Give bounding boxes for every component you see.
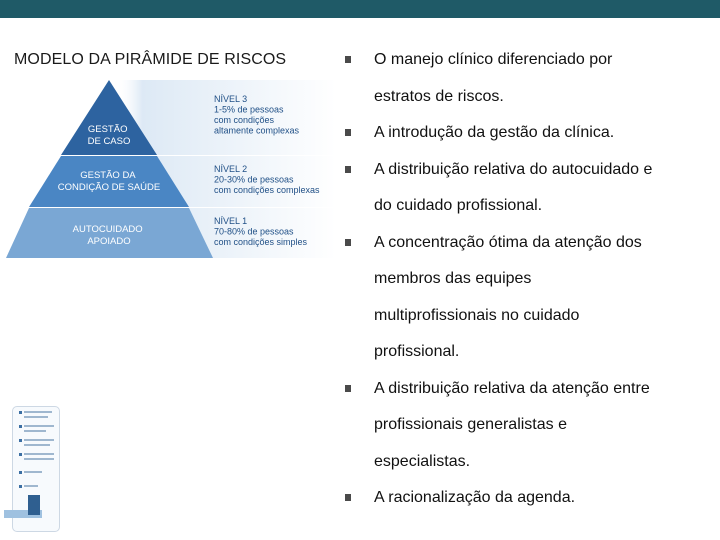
bullet-marker-icon	[345, 239, 351, 246]
thumb-marker-icon	[19, 439, 22, 442]
thumb-marker-icon	[19, 471, 22, 474]
tier-label-top: GESTÃO DE CASO	[87, 124, 131, 147]
level-text-1: NÍVEL 1 70-80% de pessoas com condições simples	[214, 216, 308, 247]
thumb-line	[24, 471, 42, 473]
bullet-line: A racionalização da agenda.	[374, 489, 576, 506]
level-text-2: NÍVEL 2 20-30% de pessoas com condições complexas	[214, 164, 320, 195]
bullet-item	[345, 115, 715, 152]
bullet-line: profissionais generalistas e	[374, 416, 567, 433]
tier-label-middle: GESTÃO DA CONDIÇÃO DE SAÚDE	[57, 170, 161, 193]
slide-title: MODELO DA PIRÂMIDE DE RISCOS	[14, 51, 287, 68]
bullet-line: A introdução da gestão da clínica.	[374, 124, 615, 141]
bullet-line: estratos de riscos.	[374, 87, 504, 105]
thumb-marker-icon	[19, 485, 22, 488]
thumb-line	[24, 444, 50, 446]
bullet-line: A concentração ótima da atenção dos	[374, 233, 642, 251]
thumb-line	[24, 485, 38, 487]
thumb-line	[24, 411, 52, 413]
bullet-line: A distribuição relativa da atenção entre	[374, 379, 650, 397]
bullet-line: membros das equipes	[374, 270, 532, 287]
thumb-marker-icon	[19, 453, 22, 456]
thumb-line	[24, 453, 54, 455]
bullet-line: do cuidado profissional.	[374, 197, 543, 214]
bullet-item	[345, 371, 715, 481]
bullet-line: O manejo clínico diferenciado por	[374, 51, 613, 68]
thumb-line	[24, 425, 54, 427]
thumb-marker-icon	[19, 425, 22, 428]
bullet-list	[345, 42, 715, 517]
bullet-marker-icon	[345, 494, 351, 501]
thumb-bar-shape	[28, 495, 40, 515]
bullet-marker-icon	[345, 166, 351, 173]
bullet-marker-icon	[345, 56, 351, 63]
bullet-marker-icon	[345, 385, 351, 392]
level-text-3: NÍVEL 3 1-5% de pessoas com condições altamente complexas	[214, 94, 300, 136]
bullet-line: profissional.	[374, 343, 460, 360]
bullet-line: especialistas.	[374, 452, 471, 470]
thumb-line	[24, 458, 54, 460]
top-header-bar	[0, 0, 720, 18]
bullet-line: multiprofissionais no cuidado	[374, 306, 580, 324]
bullet-item	[345, 225, 715, 371]
bullet-item	[345, 42, 715, 115]
thumb-line	[24, 416, 48, 418]
thumb-line	[24, 439, 54, 441]
bullet-marker-icon	[345, 129, 351, 136]
tier-label-bottom: AUTOCUIDADO APOIADO	[72, 224, 143, 247]
bullet-item	[345, 480, 715, 517]
thumb-line	[24, 430, 46, 432]
thumb-marker-icon	[19, 411, 22, 414]
bullet-item	[345, 152, 715, 225]
risk-pyramid-diagram	[6, 80, 336, 260]
bullet-line: A distribuição relativa do autocuidado e	[374, 160, 653, 178]
